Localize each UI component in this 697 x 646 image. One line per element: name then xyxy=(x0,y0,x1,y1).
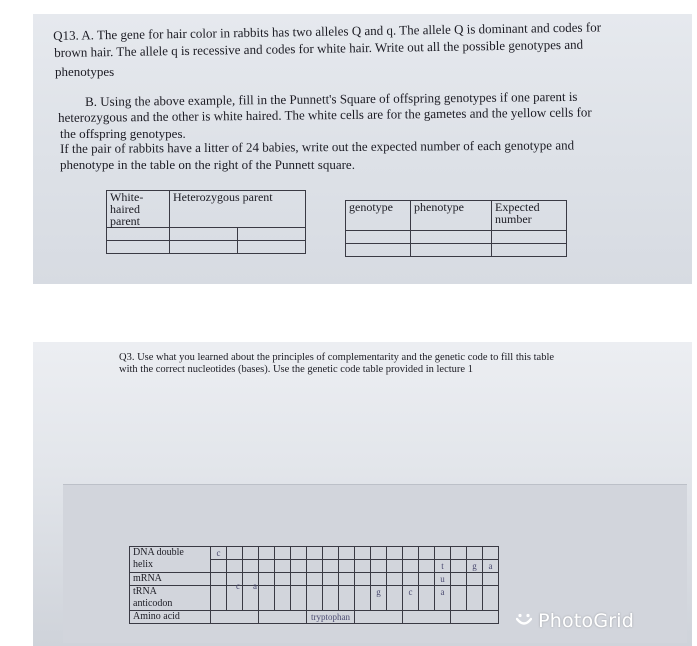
trna-label-line-2: anticodon xyxy=(133,598,173,609)
base-cell[interactable] xyxy=(275,573,291,586)
punnett-cell[interactable] xyxy=(107,241,170,254)
base-cell[interactable]: t xyxy=(435,560,451,573)
phenotype-header: phenotype xyxy=(411,201,492,231)
expected-cell[interactable] xyxy=(346,244,411,257)
amino-acid-cell[interactable] xyxy=(451,611,499,624)
q13b-line-4: If the pair of rabbits have a litter of 24 babies, write out the expected number of each genotype and xyxy=(60,137,575,156)
base-cell[interactable]: g xyxy=(467,560,483,573)
row-label-mrna: mRNA xyxy=(130,573,211,586)
base-cell[interactable] xyxy=(371,573,387,586)
base-cell[interactable] xyxy=(387,547,403,560)
base-cell[interactable] xyxy=(227,586,243,611)
q3-line-2: with the correct nucleotides (bases). Use the genetic code table provided in lecture 1 xyxy=(119,364,473,375)
base-cell[interactable] xyxy=(211,586,227,611)
base-cell[interactable] xyxy=(259,573,275,586)
q13b-line-3: the offspring genotypes. xyxy=(60,126,186,141)
complementarity-table xyxy=(129,546,499,624)
expected-cell[interactable] xyxy=(411,244,492,257)
base-cell[interactable] xyxy=(323,586,339,611)
base-cell[interactable] xyxy=(323,547,339,560)
corner-label-line-1: White- xyxy=(110,190,144,204)
corner-label-line-3: parent xyxy=(110,214,140,228)
punnett-square xyxy=(106,190,306,254)
base-cell[interactable] xyxy=(451,573,467,586)
mrna-a-label: a xyxy=(253,581,257,591)
base-cell[interactable] xyxy=(483,586,499,611)
base-cell[interactable] xyxy=(339,586,355,611)
base-cell[interactable] xyxy=(243,560,259,573)
punnett-cell[interactable] xyxy=(238,228,306,241)
base-cell[interactable] xyxy=(339,573,355,586)
base-cell[interactable] xyxy=(275,547,291,560)
mrna-c-label: c xyxy=(236,581,240,591)
base-cell[interactable] xyxy=(387,560,403,573)
q13a-line-1: Q13. A. The gene for hair color in rabbits has two alleles Q and q. The allele Q is dominant and codes for xyxy=(53,19,602,43)
base-cell[interactable] xyxy=(467,547,483,560)
base-cell[interactable] xyxy=(227,560,243,573)
base-cell[interactable] xyxy=(387,586,403,611)
base-cell[interactable] xyxy=(451,547,467,560)
amino-acid-cell[interactable] xyxy=(211,611,259,624)
base-cell[interactable] xyxy=(307,573,323,586)
base-cell[interactable] xyxy=(435,547,451,560)
base-cell[interactable] xyxy=(339,547,355,560)
base-cell[interactable] xyxy=(323,573,339,586)
base-cell[interactable] xyxy=(339,560,355,573)
base-cell[interactable] xyxy=(483,573,499,586)
row-label-dna xyxy=(130,547,211,573)
base-cell[interactable] xyxy=(451,560,467,573)
q13a-line-3: phenotypes xyxy=(55,64,115,79)
row-label-trna xyxy=(130,586,211,611)
base-cell[interactable] xyxy=(243,547,259,560)
base-cell[interactable] xyxy=(467,573,483,586)
q13b-line-2: heterozygous and the other is white haired. The white cells are for the gametes and the yellow cells for xyxy=(58,104,592,125)
genotype-header: genotype xyxy=(346,201,411,231)
base-cell[interactable]: a xyxy=(483,560,499,573)
amino-acid-cell[interactable] xyxy=(259,611,307,624)
expected-header-line-2: number xyxy=(495,212,532,226)
base-cell[interactable] xyxy=(275,560,291,573)
base-cell[interactable] xyxy=(355,573,371,586)
base-cell[interactable] xyxy=(227,573,243,586)
base-cell[interactable] xyxy=(323,560,339,573)
q13a-line-2: brown hair. The allele q is recessive and codes for white hair. Write out all the possible genotypes and xyxy=(54,36,584,60)
base-cell[interactable] xyxy=(371,547,387,560)
base-cell[interactable] xyxy=(307,547,323,560)
base-cell[interactable]: g xyxy=(371,586,387,611)
base-cell[interactable] xyxy=(371,560,387,573)
corner-label-line-2: haired xyxy=(110,202,140,216)
base-cell[interactable] xyxy=(211,573,227,586)
base-cell[interactable]: u xyxy=(435,573,451,586)
expected-cell[interactable] xyxy=(492,244,567,257)
base-cell[interactable] xyxy=(387,573,403,586)
amino-acid-cell[interactable] xyxy=(355,611,403,624)
punnett-cell[interactable] xyxy=(170,241,238,254)
trna-label-line-1: tRNA xyxy=(133,586,157,597)
base-cell[interactable]: c xyxy=(211,547,227,560)
photogrid-logo-icon xyxy=(516,613,532,629)
base-cell[interactable] xyxy=(307,586,323,611)
base-cell[interactable] xyxy=(291,586,307,611)
base-cell[interactable]: a xyxy=(435,586,451,611)
q13b-line-5: phenotype in the table on the right of the Punnett square. xyxy=(60,157,355,172)
base-cell[interactable] xyxy=(419,586,435,611)
photogrid-watermark xyxy=(516,610,634,632)
base-cell[interactable] xyxy=(291,547,307,560)
heterozygous-parent-header: Heterozygous parent xyxy=(170,191,306,228)
base-cell[interactable] xyxy=(403,547,419,560)
base-cell[interactable] xyxy=(403,560,419,573)
base-cell[interactable] xyxy=(259,586,275,611)
base-cell[interactable] xyxy=(419,573,435,586)
expected-cell[interactable] xyxy=(492,231,567,244)
dna-label-line-1: DNA double xyxy=(133,547,184,558)
photogrid-label: PhotoGrid xyxy=(538,610,634,632)
base-cell[interactable]: c xyxy=(403,586,419,611)
q3-line-1: Q3. Use what you learned about the principles of complementarity and the genetic code to fill this table xyxy=(119,352,555,363)
base-cell[interactable] xyxy=(275,586,291,611)
base-cell[interactable] xyxy=(419,560,435,573)
base-cell[interactable] xyxy=(483,547,499,560)
expected-number-header xyxy=(492,201,567,231)
base-cell[interactable] xyxy=(291,573,307,586)
amino-acid-cell[interactable] xyxy=(403,611,451,624)
base-cell[interactable] xyxy=(259,547,275,560)
base-cell[interactable] xyxy=(355,547,371,560)
base-cell[interactable] xyxy=(467,586,483,611)
q3-photo xyxy=(33,342,692,646)
q13-photo xyxy=(33,14,692,284)
expected-header-line-1: Expected xyxy=(495,200,540,214)
base-cell[interactable] xyxy=(211,560,227,573)
base-cell[interactable] xyxy=(291,560,307,573)
base-cell[interactable] xyxy=(419,547,435,560)
base-cell[interactable] xyxy=(355,560,371,573)
expected-cell[interactable] xyxy=(346,231,411,244)
base-cell[interactable] xyxy=(355,586,371,611)
punnett-corner-cell xyxy=(107,191,170,228)
punnett-cell[interactable] xyxy=(107,228,170,241)
base-cell[interactable] xyxy=(403,573,419,586)
dna-label-line-2: helix xyxy=(133,559,153,570)
amino-acid-cell[interactable]: tryptophan xyxy=(307,611,355,624)
expected-genotype-table xyxy=(345,200,567,257)
base-cell[interactable] xyxy=(307,560,323,573)
base-cell[interactable] xyxy=(227,547,243,560)
q13b-line-1: B. Using the above example, fill in the Punnett's Square of offspring genotypes if one parent is xyxy=(85,88,578,109)
punnett-cell[interactable] xyxy=(170,228,238,241)
punnett-cell[interactable] xyxy=(238,241,306,254)
expected-cell[interactable] xyxy=(411,231,492,244)
base-cell[interactable] xyxy=(259,560,275,573)
row-label-amino-acid: Amino acid xyxy=(130,611,211,624)
base-cell[interactable] xyxy=(451,586,467,611)
